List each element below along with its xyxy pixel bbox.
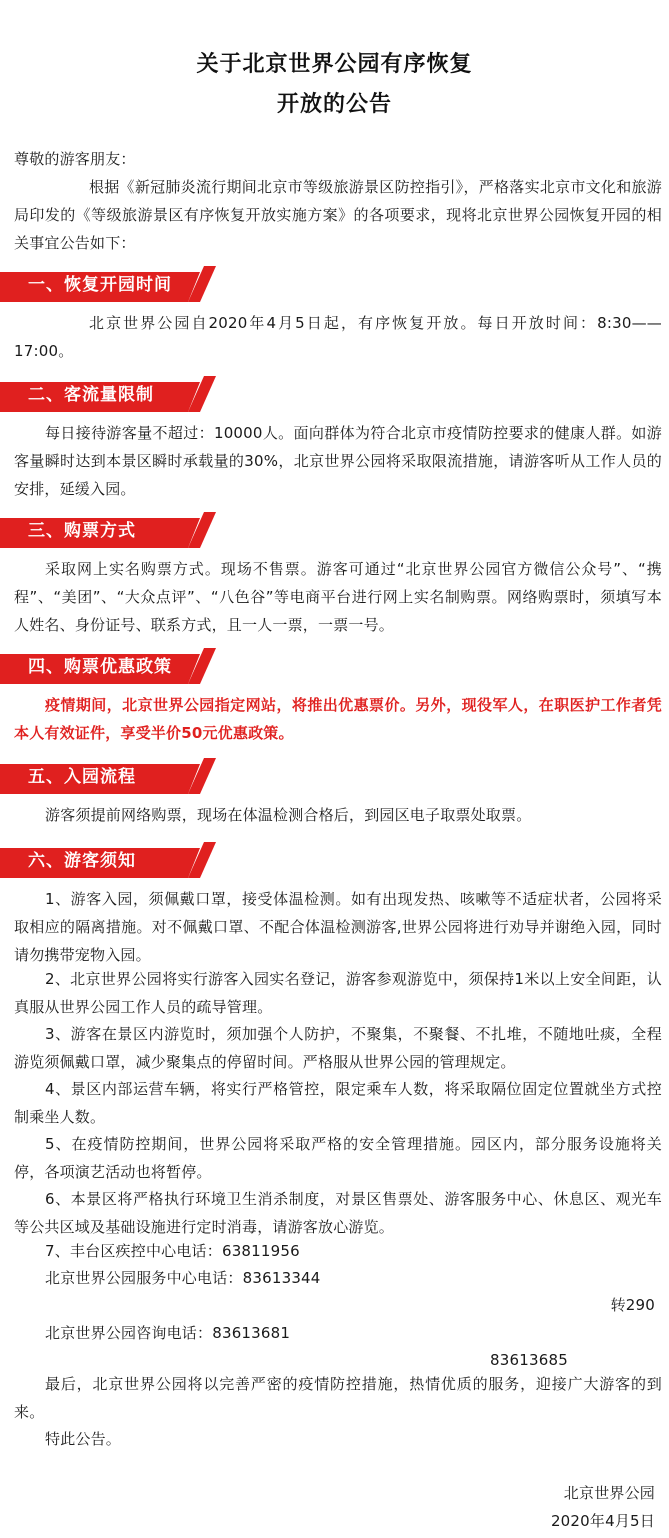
section-heading: 四、购票优惠政策 — [28, 657, 172, 677]
section-heading: 六、游客须知 — [28, 851, 136, 871]
section-body-2: 每日接待游客量不超过：10000人。面向群体为符合北京市疫情防控要求的健康人群。如游客量瞬时达到本景区瞬时承载量的30%，北京世界公园将采取限流措施，请游客听从工作人员的安排，延缓入园。 — [14, 424, 662, 498]
notice-item-5: 5、在疫情防控期间，世界公园将采取严格的安全管理措施。园区内，部分服务设施将关停，各项演艺活动也将暂停。 — [14, 1135, 662, 1181]
signature-org: 北京世界公园 — [563, 1484, 655, 1502]
notice-item-4: 4、景区内部运营车辆，将实行严格管控，限定乘车人数，将采取隔位固定位置就坐方式控制乘坐人数。 — [14, 1080, 662, 1126]
notice-item-3: 3、游客在景区内游览时，须加强个人防护，不聚集，不聚餐、不扎堆，不随地吐痰，全程游览须佩戴口罩，减少聚集点的停留时间。严格服从世界公园的管理规定。 — [14, 1025, 662, 1071]
section-heading: 一、恢复开园时间 — [28, 275, 172, 295]
section-banner-5 — [0, 758, 220, 794]
page-title-line-1: 关于北京世界公园有序恢复 — [196, 51, 473, 77]
section-banner-4 — [0, 648, 220, 684]
contact-consult-second: 83613685 — [490, 1351, 568, 1369]
section-banner-1 — [0, 266, 220, 302]
section-body-5: 游客须提前网络购票，现场在体温检测合格后，到园区电子取票处取票。 — [45, 806, 532, 824]
section-body-1: 北京世界公园自2020年4月5日起，有序恢复开放。每日开放时间：8:30——17:00。 — [14, 314, 662, 360]
section-body-4: 疫情期间，北京世界公园指定网站，将推出优惠票价。另外，现役军人，在职医护工作者凭本人有效证件，享受半价50元优惠政策。 — [14, 696, 662, 742]
closing-paragraph: 最后，北京世界公园将以完善严密的疫情防控措施，热情优质的服务，迎接广大游客的到来。 — [14, 1375, 662, 1421]
notice-item-2: 2、北京世界公园将实行游客入园实名登记，游客参观游览中，须保持1米以上安全间距，认真服从世界公园工作人员的疏导管理。 — [14, 970, 662, 1016]
notice-item-1: 1、游客入园，须佩戴口罩，接受体温检测。如有出现发热、咳嗽等不适症状者，公园将采取相应的隔离措施。对不佩戴口罩、不配合体温检测游客,世界公园将进行劝导并谢绝入园，同时请勿携带宠物入园。 — [14, 890, 662, 964]
greeting: 尊敬的游客朋友： — [14, 150, 136, 168]
notice-item-6: 6、本景区将严格执行环境卫生消杀制度，对景区售票处、游客服务中心、休息区、观光车等公共区域及基础设施进行定时消毒，请游客放心游览。 — [14, 1190, 662, 1236]
section-heading: 五、入园流程 — [28, 767, 136, 787]
contact-consult: 北京世界公园咨询电话：83613681 — [45, 1324, 291, 1342]
section-heading: 三、购票方式 — [28, 521, 136, 541]
section-banner-3 — [0, 512, 220, 548]
signature-date: 2020年4月5日 — [550, 1512, 655, 1530]
contact-extension: 转290 — [610, 1296, 655, 1314]
contact-service-center: 北京世界公园服务中心电话：83613344 — [45, 1269, 321, 1287]
section-banner-2 — [0, 376, 220, 412]
contact-cdc: 7、丰台区疾控中心电话：63811956 — [45, 1242, 300, 1260]
section-body-3: 采取网上实名购票方式。现场不售票。游客可通过“北京世界公园官方微信公众号”、“携程”、“美团”、“大众点评”、“八色谷”等电商平台进行网上实名制购票。网络购票时，须填写本人姓名、身份证号、联系方式，且一人一票，一票一号。 — [14, 560, 662, 634]
intro-paragraph: 根据《新冠肺炎流行期间北京市等级旅游景区防控指引》，严格落实北京市文化和旅游局印发的《等级旅游景区有序恢复开放实施方案》的各项要求，现将北京世界公园恢复开园的相关事宜公告如下： — [14, 178, 662, 252]
section-heading: 二、客流量限制 — [28, 385, 154, 405]
page-title-line-2: 开放的公告 — [276, 91, 392, 117]
closing-notice: 特此公告。 — [45, 1430, 122, 1448]
section-banner-6 — [0, 842, 220, 878]
